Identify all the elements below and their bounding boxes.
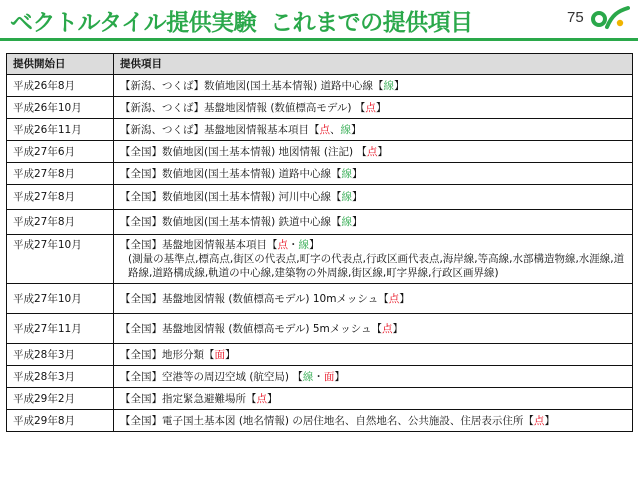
item-text: 【全国】基盤地図情報 (数値標高モデル) 10mメッシュ【 [120, 292, 389, 305]
item-cell [114, 163, 633, 185]
item-text: 【全国】基盤地図情報基本項目【 [120, 239, 278, 251]
item-detail: (測量の基準点,標高点,街区の代表点,町字の代表点,行政区画代表点,海岸線,等高線,水部構造物線,水涯線,道路線,道路構成線,軌道の中心線,建築物の外周線,街区線,町字界線,行政区画界線) [128, 253, 625, 279]
item-cell [114, 410, 633, 432]
geometry-type-label: 線 [340, 123, 351, 136]
item-bracket: 】 [267, 392, 278, 405]
item-cell [114, 366, 633, 388]
item-cell [114, 75, 633, 97]
geometry-type-label: 線 [341, 216, 353, 228]
table-row [7, 97, 633, 119]
item-bracket: 】 [392, 322, 404, 335]
table-row [7, 235, 633, 284]
item-cell [114, 141, 633, 163]
start-date-cell: 平成26年8月 [7, 75, 114, 97]
geometry-type-label: 点 [256, 392, 267, 405]
item-text: 【全国】指定緊急避難場所【 [120, 392, 257, 405]
title-underline [0, 38, 638, 41]
item-cell [114, 97, 633, 119]
geometry-separator: ・ [313, 370, 324, 383]
item-cell [114, 388, 633, 410]
geometry-type-label: 線 [298, 239, 309, 251]
table-row [7, 75, 633, 97]
geometry-type-label: 面 [214, 348, 225, 361]
geometry-separator: 、 [330, 123, 341, 136]
geometry-type-label: 線 [302, 370, 314, 383]
start-date-cell: 平成27年8月 [7, 210, 114, 235]
title-part-a: ベクトルタイル提供実験 [10, 10, 257, 36]
item-text: 【新潟、つくば】基盤地図情報 (数値標高モデル) 【 [120, 101, 366, 114]
item-cell [114, 210, 633, 235]
item-bracket: 】 [352, 167, 363, 180]
item-bracket: 】 [334, 370, 345, 383]
title-part-b: これまでの提供項目 [270, 10, 473, 36]
page-number: 75 [567, 9, 584, 26]
item-text: 【全国】空港等の周辺空域 (航空局) 【 [120, 370, 303, 383]
table-row [7, 163, 633, 185]
table-row [7, 366, 633, 388]
column-header-item: 提供項目 [114, 54, 633, 75]
item-cell [114, 314, 633, 344]
geometry-type-label: 面 [323, 370, 335, 383]
item-text: 【全国】電子国土基本図 (地名情報) の居住地名、自然地名、公共施設、住居表示住所【 [120, 414, 534, 427]
item-text: 【新潟、つくば】数値地図(国土基本情報) 道路中心線【 [120, 79, 384, 92]
table-header-row [7, 54, 633, 75]
item-bracket: 】 [309, 239, 320, 251]
start-date-cell: 平成27年8月 [7, 163, 114, 185]
start-date-cell: 平成27年11月 [7, 314, 114, 344]
table-row [7, 185, 633, 210]
geometry-type-label: 点 [533, 414, 545, 427]
table-row [7, 344, 633, 366]
item-cell [114, 284, 633, 314]
item-bracket: 】 [351, 123, 362, 136]
item-text: 【新潟、つくば】基盤地図情報基本項目【 [120, 123, 320, 136]
column-header-date: 提供開始日 [7, 54, 114, 75]
start-date-cell: 平成26年10月 [7, 97, 114, 119]
item-bracket: 】 [544, 414, 555, 427]
start-date-cell: 平成28年3月 [7, 366, 114, 388]
item-text: 【全国】数値地図(国土基本情報) 鉄道中心線【 [120, 216, 342, 228]
start-date-cell: 平成29年8月 [7, 410, 114, 432]
start-date-cell: 平成27年10月 [7, 235, 114, 284]
item-bracket: 】 [399, 292, 410, 305]
geometry-type-label: 点 [365, 101, 376, 114]
start-date-cell: 平成27年8月 [7, 185, 114, 210]
item-bracket: 】 [225, 348, 236, 361]
geometry-type-label: 点 [366, 145, 378, 158]
table-row [7, 119, 633, 141]
item-cell [114, 344, 633, 366]
geometry-type-label: 点 [277, 239, 288, 251]
item-cell [114, 119, 633, 141]
geometry-type-label: 線 [383, 79, 395, 92]
table-row [7, 141, 633, 163]
start-date-cell: 平成27年10月 [7, 284, 114, 314]
item-text: 【全国】数値地図(国土基本情報) 道路中心線【 [120, 167, 342, 180]
start-date-cell: 平成28年3月 [7, 344, 114, 366]
item-text: 【全国】数値地図(国土基本情報) 地図情報 (注記) 【 [120, 145, 367, 158]
item-text: 【全国】地形分類【 [120, 348, 215, 361]
geometry-type-label: 線 [341, 191, 353, 203]
item-bracket: 】 [352, 191, 363, 203]
table-row [7, 314, 633, 344]
item-text: 【全国】数値地図(国土基本情報) 河川中心線【 [120, 191, 342, 203]
geometry-type-label: 線 [341, 167, 353, 180]
table-row [7, 210, 633, 235]
gsi-logo-icon [590, 5, 630, 31]
item-bracket: 】 [375, 101, 387, 114]
start-date-cell: 平成27年6月 [7, 141, 114, 163]
table-row [7, 388, 633, 410]
start-date-cell: 平成29年2月 [7, 388, 114, 410]
item-cell [114, 185, 633, 210]
start-date-cell: 平成26年11月 [7, 119, 114, 141]
table-row [7, 284, 633, 314]
geometry-type-label: 点 [319, 123, 330, 136]
items-table [6, 53, 633, 432]
item-text: 【全国】基盤地図情報 (数値標高モデル) 5mメッシュ【 [120, 322, 383, 335]
geometry-type-label: 点 [388, 292, 400, 305]
geometry-separator: ・ [288, 239, 299, 251]
slide-title [10, 4, 473, 37]
item-bracket: 】 [352, 216, 363, 228]
table-row [7, 410, 633, 432]
item-cell [114, 235, 633, 284]
item-bracket: 】 [377, 145, 388, 158]
geometry-type-label: 点 [382, 322, 393, 335]
item-bracket: 】 [394, 79, 405, 92]
